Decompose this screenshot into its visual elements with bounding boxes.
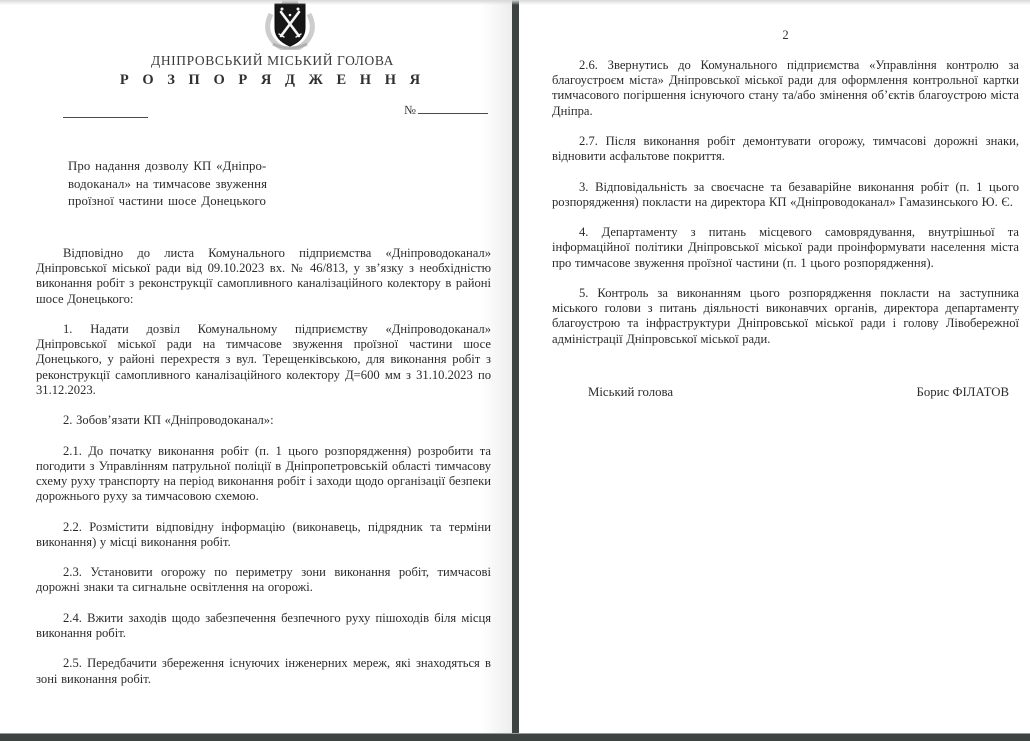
issuer-name: ДНІПРОВСЬКИЙ МІСЬКИЙ ГОЛОВА [151, 53, 394, 68]
document-page-1 [0, 0, 512, 734]
document-type-title: Р О З П О Р Я Д Ж Е Н Н Я [119, 72, 426, 88]
page-2-body [552, 58, 1019, 400]
document-header [70, 53, 475, 89]
paragraph-1: 1. Надати дозвіл Комунальному підприємству «Дніпроводоканал» Дніпровської міської ради на тимчасове звуження проїзної частини шосе Донецького, у районі перехрестя з вул. Терещенківською, для виконання робіт з реконструкції самопливного каналізаційного колектору Д=600 мм з 31.10.2023 по 31.12.2023. [36, 322, 491, 397]
date-blank-line [63, 103, 148, 118]
signature-block [552, 385, 1019, 400]
coat-of-arms-icon [261, 0, 319, 50]
number-label: № [404, 103, 416, 117]
document-number-field [404, 101, 488, 118]
paragraph-2-5: 2.5. Передбачити збереження існуючих інженерних мереж, які знаходяться в зоні виконання робіт. [36, 656, 491, 686]
number-blank-line [418, 101, 488, 114]
document-page-2 [519, 0, 1030, 734]
page-number: 2 [782, 28, 789, 42]
subject-line: Про надання дозволу КП «Дніпро- [68, 159, 267, 173]
signatory-position: Міський голова [588, 384, 674, 399]
scan-top-shadow [0, 0, 1030, 5]
scan-bottom-edge [0, 733, 1030, 741]
paragraph-2-3: 2.3. Установити огорожу по периметру зони виконання робіт, тимчасові дорожні знаки та сигнальне освітлення на огорожі. [36, 565, 491, 595]
subject-line: водоканал» на тимчасове звуження [68, 176, 268, 191]
subject-line: проїзної частини шосе Донецького [68, 194, 267, 209]
paragraph-3: 3. Відповідальність за своєчасне та безаварійне виконання робіт (п. 1 цього розпорядження) покласти на директора КП «Дніпроводоканал» Гамазинського Ю. Є. [552, 179, 1019, 209]
paragraph-2-2: 2.2. Розмістити відповідну інформацію (виконавець, підрядник та терміни виконання) у місці виконання робіт. [36, 519, 491, 549]
page-divider [512, 0, 519, 741]
paragraph-2-6: 2.6. Звернутись до Комунального підприємства «Управління контролю за благоустроєм міста» Дніпровської міської ради для оформлення контрольної картки тимчасового погіршення існуючого стану та/або змінення об’єктів благоустрою міста Дніпра. [552, 58, 1019, 118]
signatory-name: Борис ФІЛАТОВ [916, 384, 1009, 399]
paragraph-2-4: 2.4. Вжити заходів щодо забезпечення безпечного руху пішоходів біля місця виконання робіт. [36, 610, 491, 640]
page-1-body [36, 246, 491, 702]
paragraph-2-7: 2.7. Після виконання робіт демонтувати огорожу, тимчасові дорожні знаки, відновити асфальтове покриття. [552, 134, 1019, 164]
paragraph-preamble: Відповідно до листа Комунального підприємства «Дніпроводоканал» Дніпровської міської ради від 09.10.2023 вх. № 46/813, у зв’язку з необхідністю виконання робіт з реконструкції самопливного каналізаційного колектору в районі шосе Донецького: [36, 246, 491, 306]
paragraph-4: 4. Департаменту з питань місцевого самоврядування, внутрішньої та інформаційної політики Дніпровської міської ради проінформувати населення міста про тимчасове звуження проїзної частини (п. 1 цього розпорядження). [552, 225, 1019, 270]
paragraph-5: 5. Контроль за виконанням цього розпорядження покласти на заступника міського голови з питань діяльності виконавчих органів, директора департаменту благоустрою та інфраструктури Дніпровської міської ради і голову Лівобережної адміністрації Дніпровської міської ради. [552, 285, 1019, 346]
paragraph-2: 2. Зобов’язати КП «Дніпроводоканал»: [63, 413, 274, 428]
paragraph-2-1: 2.1. До початку виконання робіт (п. 1 цього розпорядження) розробити та погодити з Управлінням патрульної поліції в Дніпропетровській області тимчасову схему руху транспорту на період виконання робіт і заходи щодо організації безпеки дорожнього руху за тимчасовою схемою. [36, 443, 491, 504]
document-subject [68, 158, 308, 211]
